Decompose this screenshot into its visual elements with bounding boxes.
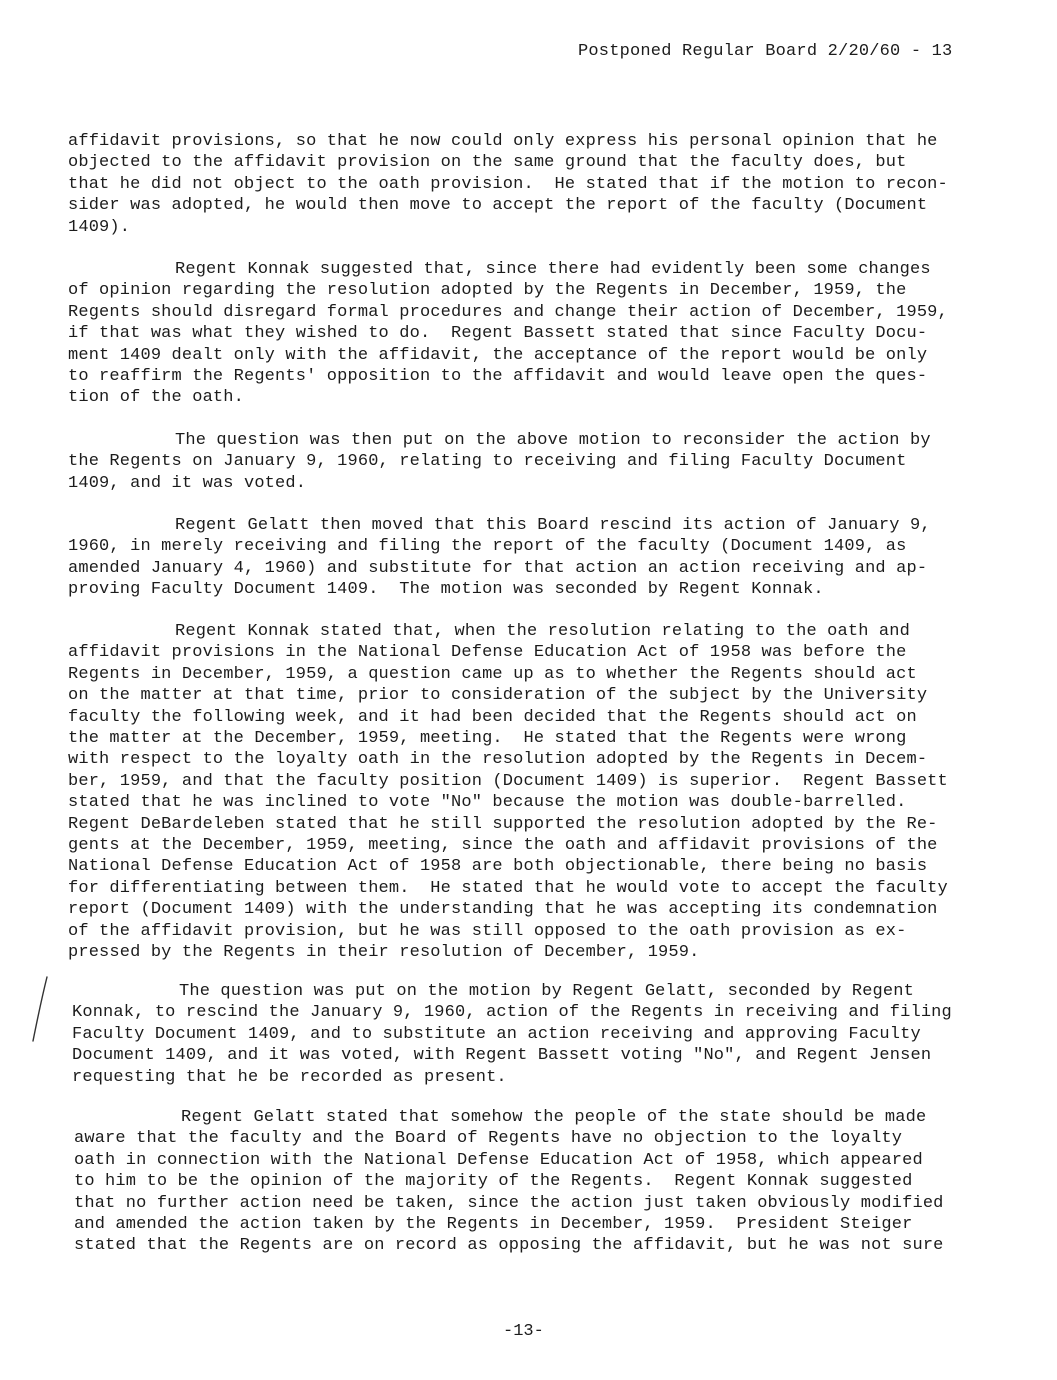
text-line: the matter at the December, 1959, meeting. He stated that the Regents were wrong (68, 729, 907, 749)
paragraph-1 (68, 131, 983, 238)
text-line: Regent DeBardeleben stated that he still supported the resolution adopted by the Re- (68, 814, 938, 834)
text-line: sider was adopted, he would then move to accept the report of the faculty (Document (68, 196, 928, 216)
text-line: Konnak, to rescind the January 9, 1960, action of the Regents in receiving and filing (72, 1003, 952, 1023)
text-line: of opinion regarding the resolution adopted by the Regents in December, 1959, the (68, 281, 907, 301)
text-line: to reaffirm the Regents' opposition to the affidavit and would leave open the ques- (68, 367, 928, 387)
text-line: Regent Konnak stated that, when the resolution relating to the oath and (175, 622, 910, 641)
text-line: proving Faculty Document 1409. The motion was seconded by Regent Konnak. (68, 580, 824, 600)
text-line: Regent Gelatt stated that somehow the people of the state should be made (181, 1108, 927, 1127)
text-line: Document 1409, and it was voted, with Regent Bassett voting "No", and Regent Jensen (72, 1046, 932, 1066)
text-line: Regent Gelatt then moved that this Board rescind its action of January 9, (175, 516, 931, 535)
text-line: affidavit provisions in the National Defense Education Act of 1958 was before the (68, 643, 907, 663)
paragraph-7 (74, 1107, 989, 1257)
margin-pen-mark (30, 975, 50, 1045)
text-line: The question was then put on the above motion to reconsider the action by (175, 431, 931, 450)
text-line: stated that the Regents are on record as opposing the affidavit, but he was not sure (74, 1236, 944, 1256)
running-header: Postponed Regular Board 2/20/60 - 13 (578, 42, 953, 61)
text-line: 1409). (68, 217, 131, 237)
text-line: the Regents on January 9, 1960, relating to receiving and filing Faculty Document (68, 452, 907, 472)
text-line: oath in connection with the National Defense Education Act of 1958, which appeared (74, 1150, 923, 1170)
text-line: 1409, and it was voted. (68, 473, 307, 493)
page-number: -13- (503, 1322, 544, 1341)
text-line: Regents in December, 1959, a question came up as to whether the Regents should act (68, 664, 917, 684)
text-line: for differentiating between them. He stated that he would vote to accept the faculty (68, 878, 948, 898)
text-line: report (Document 1409) with the understanding that he was accepting its condemnation (68, 900, 938, 920)
text-line: pressed by the Regents in their resolution of December, 1959. (68, 943, 700, 963)
text-line: stated that he was inclined to vote "No" because the motion was double-barrelled. (68, 793, 907, 813)
paragraph-4 (68, 515, 983, 601)
paragraph-3 (68, 430, 983, 494)
text-line: Regent Konnak suggested that, since there had evidently been some changes (175, 260, 931, 279)
text-line: of the affidavit provision, but he was still opposed to the oath provision as ex- (68, 921, 907, 941)
text-line: tion of the oath. (68, 388, 244, 408)
text-line: requesting that he be recorded as present. (72, 1067, 507, 1087)
text-line: National Defense Education Act of 1958 are both objectionable, there being no basis (68, 857, 928, 877)
text-line: that he did not object to the oath provision. He stated that if the motion to recon- (68, 174, 948, 194)
text-line: Regents should disregard formal procedures and change their action of December, 1959, (68, 302, 948, 322)
text-line: that no further action need be taken, since the action just taken obviously modified (74, 1193, 944, 1213)
text-line: amended January 4, 1960) and substitute for that action an action receiving and ap- (68, 558, 928, 578)
paragraph-6 (72, 981, 987, 1088)
text-line: affidavit provisions, so that he now could only express his personal opinion that he (68, 132, 938, 151)
text-line: gents at the December, 1959, meeting, since the oath and affidavit provisions of the (68, 836, 938, 856)
text-line: to him to be the opinion of the majority of the Regents. Regent Konnak suggested (74, 1172, 913, 1192)
text-line: aware that the faculty and the Board of Regents have no objection to the loyalty (74, 1129, 903, 1149)
text-line: ment 1409 dealt only with the affidavit, the acceptance of the report would be only (68, 345, 928, 365)
text-line: and amended the action taken by the Regents in December, 1959. President Steiger (74, 1215, 913, 1235)
text-line: on the matter at that time, prior to consideration of the subject by the University (68, 686, 928, 706)
text-line: faculty the following week, and it had been decided that the Regents should act on (68, 707, 917, 727)
paragraph-2 (68, 259, 983, 409)
paragraph-5 (68, 621, 983, 964)
text-line: Faculty Document 1409, and to substitute an action receiving and approving Faculty (72, 1024, 921, 1044)
text-line: if that was what they wished to do. Regent Bassett stated that since Faculty Docu- (68, 324, 928, 344)
text-line: ber, 1959, and that the faculty position (Document 1409) is superior. Regent Bassett (68, 771, 948, 791)
text-line: with respect to the loyalty oath in the resolution adopted by the Regents in Decem- (68, 750, 928, 770)
text-line: objected to the affidavit provision on the same ground that the faculty does, but (68, 153, 907, 173)
text-line: The question was put on the motion by Regent Gelatt, seconded by Regent (179, 982, 914, 1001)
text-line: 1960, in merely receiving and filing the report of the faculty (Document 1409, as (68, 537, 907, 557)
